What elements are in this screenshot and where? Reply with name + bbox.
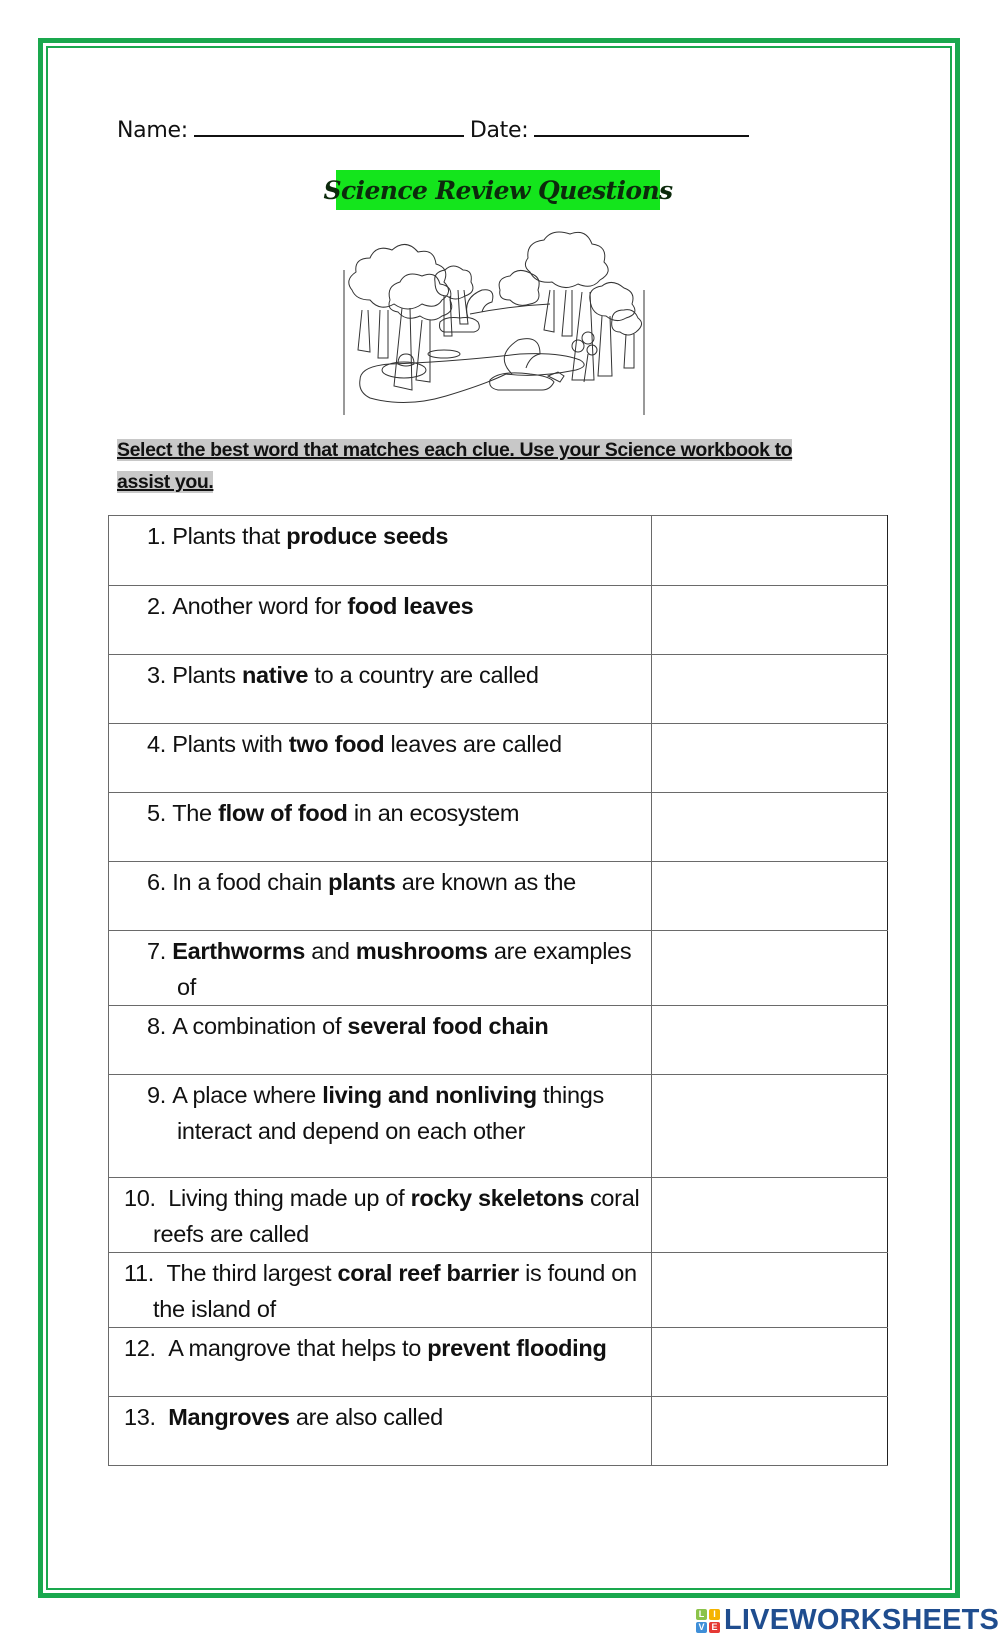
- question-text: [109, 1180, 651, 1252]
- answer-dropzone[interactable]: [652, 1075, 888, 1178]
- answer-dropzone[interactable]: [652, 655, 888, 724]
- question-keyword: two food: [288, 731, 385, 757]
- question-keyword: prevent flooding: [427, 1335, 607, 1361]
- question-cell: [109, 1397, 652, 1466]
- question-row: [109, 1006, 888, 1075]
- question-cell: [109, 1006, 652, 1075]
- question-row: [109, 1397, 888, 1466]
- question-cell: [109, 1328, 652, 1397]
- question-row: [109, 586, 888, 655]
- question-text: [109, 588, 651, 624]
- question-row: [109, 1178, 888, 1253]
- question-fragment: A place where: [172, 1082, 323, 1108]
- question-fragment: is found on the island of: [153, 1260, 637, 1322]
- name-blank[interactable]: [194, 135, 464, 137]
- question-keyword: Mangroves: [168, 1404, 290, 1430]
- name-label: Name:: [117, 118, 188, 143]
- question-text: [109, 795, 651, 831]
- question-number: 2.: [147, 593, 166, 619]
- question-fragment: In a food chain: [172, 869, 329, 895]
- question-cell: [109, 1253, 652, 1328]
- question-number: 9.: [147, 1082, 166, 1108]
- question-keyword: several food chain: [347, 1013, 549, 1039]
- instruction-text: Select the best word that matches each clue. Use your Science workbook to assist you.: [117, 439, 793, 493]
- question-keyword: flow of food: [218, 800, 348, 826]
- question-fragment: The third largest: [166, 1260, 338, 1286]
- logo-letter-i: I: [709, 1609, 720, 1620]
- question-text: [109, 1255, 651, 1327]
- date-blank[interactable]: [534, 135, 749, 137]
- answer-dropzone[interactable]: [652, 724, 888, 793]
- question-text: [109, 726, 651, 762]
- question-cell: [109, 1178, 652, 1253]
- question-keyword: Earthworms: [172, 938, 306, 964]
- question-number: 11.: [124, 1260, 155, 1286]
- question-text: [109, 1330, 651, 1366]
- question-number: 13.: [124, 1404, 156, 1430]
- question-cell: [109, 655, 652, 724]
- question-keyword: produce seeds: [286, 523, 449, 549]
- question-text: [109, 933, 651, 1005]
- question-cell: [109, 724, 652, 793]
- question-keyword: native: [241, 662, 309, 688]
- question-row: [109, 862, 888, 931]
- question-fragment: leaves are called: [384, 731, 562, 757]
- question-cell: [109, 1075, 652, 1178]
- question-fragment: in an ecosystem: [347, 800, 520, 826]
- question-fragment: to a country are called: [308, 662, 539, 688]
- answer-dropzone[interactable]: [652, 516, 888, 586]
- question-number: 4.: [147, 731, 166, 757]
- answer-dropzone[interactable]: [652, 1253, 888, 1328]
- question-fragment: coral reefs are called: [153, 1185, 640, 1247]
- logo-letter-l: L: [696, 1609, 707, 1620]
- question-row: [109, 655, 888, 724]
- date-label: Date:: [469, 118, 529, 143]
- question-text: [109, 1077, 651, 1149]
- question-number: 7.: [147, 938, 166, 964]
- liveworksheets-logo-icon: [696, 1609, 720, 1633]
- question-fragment: A mangrove that helps to: [168, 1335, 428, 1361]
- question-keyword: living and nonliving: [322, 1082, 537, 1108]
- forest-ecosystem-illustration: [340, 230, 650, 415]
- liveworksheets-watermark: [696, 1604, 999, 1637]
- question-keyword: coral reef barrier: [337, 1260, 519, 1286]
- question-keyword: mushrooms: [355, 938, 488, 964]
- answer-dropzone[interactable]: [652, 931, 888, 1006]
- answer-dropzone[interactable]: [652, 793, 888, 862]
- question-text: [109, 1008, 651, 1044]
- questions-table: [108, 515, 888, 1466]
- answer-dropzone[interactable]: [652, 1397, 888, 1466]
- logo-letter-e: E: [709, 1622, 720, 1633]
- question-number: 10.: [124, 1185, 156, 1211]
- question-fragment: Another word for: [172, 593, 348, 619]
- question-fragment: Plants with: [172, 731, 289, 757]
- question-number: 8.: [147, 1013, 166, 1039]
- answer-dropzone[interactable]: [652, 1328, 888, 1397]
- question-row: [109, 724, 888, 793]
- question-keyword: rocky skeletons: [410, 1185, 584, 1211]
- question-fragment: A combination of: [172, 1013, 348, 1039]
- question-keyword: plants: [328, 869, 396, 895]
- question-cell: [109, 931, 652, 1006]
- question-number: 6.: [147, 869, 166, 895]
- question-number: 5.: [147, 800, 166, 826]
- question-row: [109, 1075, 888, 1178]
- question-cell: [109, 862, 652, 931]
- answer-dropzone[interactable]: [652, 1178, 888, 1253]
- question-number: 3.: [147, 662, 166, 688]
- logo-letter-v: V: [696, 1622, 707, 1633]
- question-row: [109, 931, 888, 1006]
- question-fragment: Plants: [172, 662, 242, 688]
- name-date-line: [117, 118, 755, 143]
- question-row: [109, 516, 888, 586]
- question-fragment: The: [172, 800, 219, 826]
- question-row: [109, 1253, 888, 1328]
- question-fragment: and: [305, 938, 356, 964]
- watermark-text: LIVEWORKSHEETS: [724, 1604, 1000, 1636]
- question-fragment: are known as the: [395, 869, 576, 895]
- question-fragment: Plants that: [172, 523, 287, 549]
- question-row: [109, 793, 888, 862]
- question-number: 12.: [124, 1335, 156, 1361]
- answer-dropzone[interactable]: [652, 862, 888, 931]
- question-fragment: are examples of: [177, 938, 632, 1000]
- question-keyword: food leaves: [347, 593, 474, 619]
- question-text: [109, 518, 651, 554]
- question-fragment: are also called: [289, 1404, 443, 1430]
- question-text: [109, 1399, 651, 1435]
- question-fragment: Living thing made up of: [168, 1185, 411, 1211]
- answer-dropzone[interactable]: [652, 1006, 888, 1075]
- question-text: [109, 864, 651, 900]
- question-fragment: things interact and depend on each other: [177, 1082, 604, 1144]
- question-number: 1.: [147, 523, 166, 549]
- answer-dropzone[interactable]: [652, 586, 888, 655]
- title-highlight: [323, 170, 673, 210]
- worksheet-title: Science Review Questions: [323, 175, 673, 205]
- question-cell: [109, 793, 652, 862]
- question-text: [109, 657, 651, 693]
- question-row: [109, 1328, 888, 1397]
- question-cell: [109, 586, 652, 655]
- question-cell: [109, 516, 652, 586]
